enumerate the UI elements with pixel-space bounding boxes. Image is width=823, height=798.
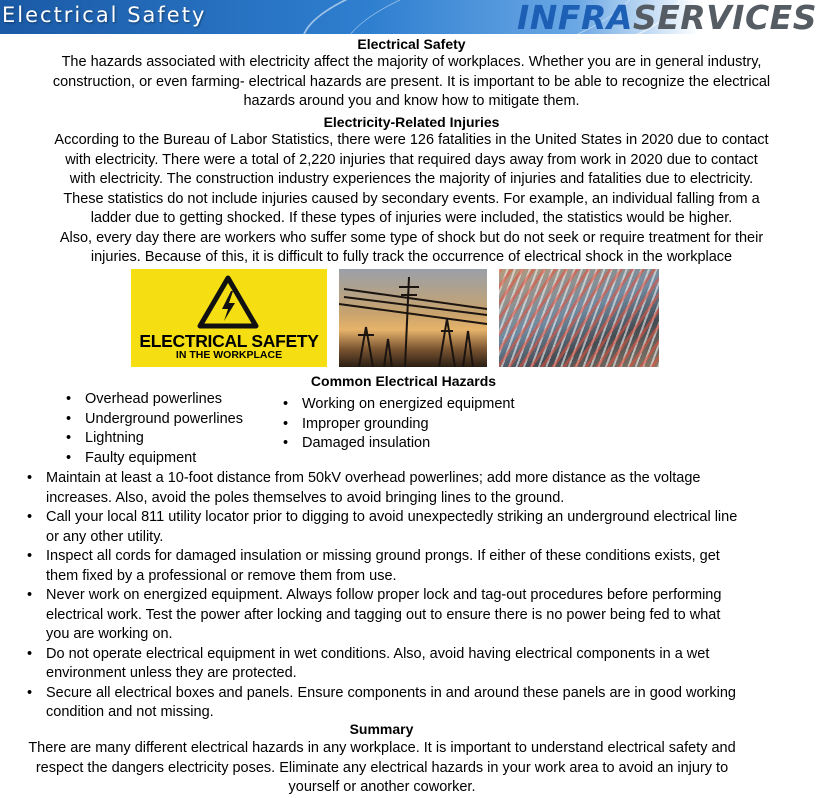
list-item: • Maintain at least a 10-foot distance from 50kV overhead powerlines; add more distance as the voltage increases. Also, avoid the poles themselves to avoid bringing lines to the ground.: [25, 469, 785, 508]
list-item: • Never work on energized equipment. Always follow proper lock and tag-out procedures before performing electrical work. Test the power after locking and tagging out to ensure there is no power being fed to what you are working on.: [25, 586, 785, 645]
section-heading: Summary: [349, 721, 414, 737]
hazard-list-right: [280, 395, 515, 454]
warning-triangle-icon: [197, 275, 259, 329]
section-heading: Electricity-Related Injuries: [323, 114, 500, 130]
damaged-cables-photo: [499, 269, 659, 367]
title-banner: [0, 0, 823, 34]
section-heading: Electrical Safety: [357, 36, 466, 52]
list-item: • Working on energized equipment: [280, 395, 515, 415]
section-heading: Common Electrical Hazards: [310, 373, 497, 389]
injuries-paragraph: According to the Bureau of Labor Statistics, there were 126 fatalities in the United States in 2020 due to contact with electricity. There were a total of 2,220 injuries that required days away from work in 2020 due to contact with electricity. The construction industry experiences the majority of injuries and fatalities due to electricity. These statistics do not include injuries caused by secondary events. For example, an individual falling from a ladder due to getting shocked. If these types of injuries were included, the statistics would be higher. Also, every day there are workers who suffer some type of shock but do not seek or require treatment for their injuries. Because of this, it is difficult to fully track the occurrence of electrical shock in the workplace: [54, 132, 769, 265]
list-item: • Improper grounding: [280, 415, 515, 435]
list-item: • Do not operate electrical equipment in wet conditions. Also, avoid having electrical components in a wet environment unless they are protected.: [25, 645, 785, 684]
banner-title: Electrical Safety: [2, 3, 207, 27]
list-item: • Underground powerlines: [63, 410, 243, 430]
hazard-list-left: [63, 390, 243, 468]
summary-paragraph: There are many different electrical hazards in any workplace. It is important to understand electrical safety and respect the dangers electricity poses. Eliminate any electrical hazards in your work area to avoid an injury to yourself or another coworker.: [28, 740, 736, 795]
list-item: • Overhead powerlines: [63, 390, 243, 410]
company-logo: INFRASERVICES: [517, 0, 817, 34]
list-item: • Damaged insulation: [280, 434, 515, 454]
safety-tips-list: [25, 469, 785, 723]
intro-paragraph: The hazards associated with electricity affect the majority of workplaces. Whether you are in general industry, construction, or even farming- electrical hazards are present. It is important to be able to recognize the electrical hazards around you and know how to mitigate them.: [52, 54, 771, 109]
power-lines-photo: [339, 269, 487, 367]
list-item: • Lightning: [63, 429, 243, 449]
list-item: • Call your local 811 utility locator prior to digging to avoid unexpectedly striking an underground electrical line or any other utility.: [25, 508, 785, 547]
list-item: • Secure all electrical boxes and panels. Ensure components in and around these panels are in good working condition and not missing.: [25, 684, 785, 723]
power-tower-silhouettes: [339, 269, 487, 367]
list-item: • Inspect all cords for damaged insulation or missing ground prongs. If either of these conditions exists, get them fixed by a professional or remove them from use.: [25, 547, 785, 586]
list-item: • Faulty equipment: [63, 449, 243, 469]
electrical-safety-sign-image: ELECTRICAL SAFETY IN THE WORKPLACE: [131, 269, 327, 367]
